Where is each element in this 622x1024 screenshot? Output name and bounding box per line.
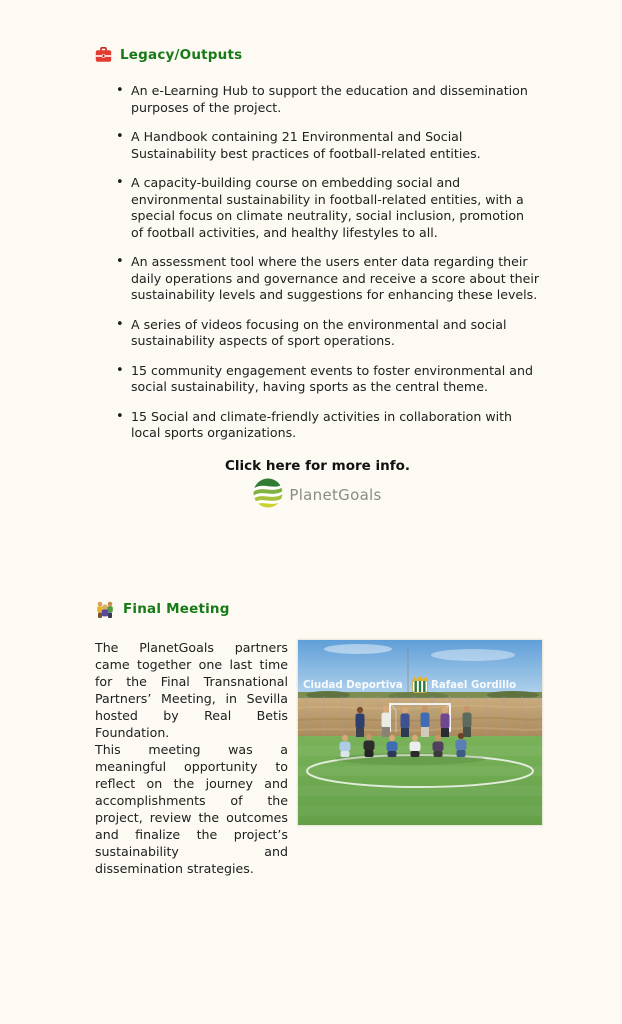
planetgoals-logo (95, 478, 540, 512)
list-item: • 15 community engagement events to foster environmental and social sustainability, having sports as the central theme. (115, 363, 540, 396)
final-meeting-paragraph-2: This meeting was a meaningful opportunity to reflect on the journey and accomplishments of the project, review the outcomes and finalize the project’s sustainability and dissemination strategies. (95, 741, 288, 876)
photo-sign-left-text: Ciudad Deportiva (303, 679, 403, 691)
more-info-link[interactable]: Click here for more info. (225, 457, 410, 474)
legacy-outputs-heading (95, 47, 540, 63)
betis-crest (412, 675, 428, 692)
briefcase-icon (95, 47, 112, 63)
people-group-icon (95, 600, 115, 619)
outputs-list (115, 83, 540, 442)
planetgoals-globe-icon (253, 478, 283, 512)
list-item: • A series of videos focusing on the environmental and social sustainability aspects of sport operations. (115, 317, 540, 350)
photo-sign-right-text: Rafael Gordillo (431, 679, 517, 691)
list-item: • 15 Social and climate-friendly activities in collaboration with local sports organizations. (115, 409, 540, 442)
final-meeting-paragraph-1: The PlanetGoals partners came together one last time for the Final Transnational Partners’ Meeting, in Sevilla hosted by Real Betis Foundation. (95, 639, 288, 740)
list-item: • An e-Learning Hub to support the education and dissemination purposes of the project. (115, 83, 540, 116)
final-meeting-title: Final Meeting (123, 601, 230, 617)
list-item: • An assessment tool where the users enter data regarding their daily operations and governance and receive a score about their sustainability levels and suggestions for enhancing these levels. (115, 254, 540, 304)
list-item: • A Handbook containing 21 Environmental and Social Sustainability best practices of football-related entities. (115, 129, 540, 162)
final-meeting-text (95, 639, 288, 877)
final-meeting-heading (95, 600, 540, 619)
legacy-outputs-title: Legacy/Outputs (120, 47, 243, 63)
planetgoals-logo-text: PlanetGoals (289, 485, 382, 504)
final-meeting-photo (297, 639, 543, 826)
list-item: • A capacity-building course on embedding social and environmental sustainability in football-related entities, with a special focus on climate neutrality, social inclusion, promotion of football activities, and healthy lifestyles to all. (115, 175, 540, 241)
